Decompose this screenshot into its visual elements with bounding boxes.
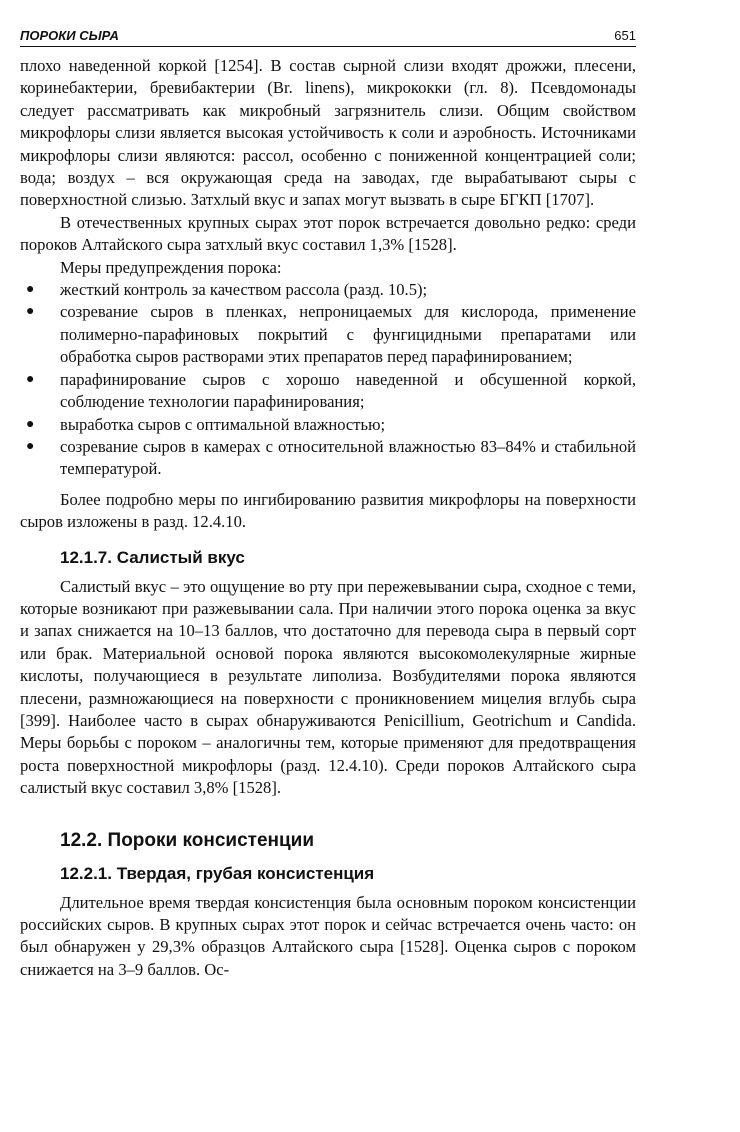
book-page: [20, 28, 636, 981]
list-item: ● парафинирование сыров с хорошо наведенной и обсушенной коркой, соблюдение технологии парафинирования;: [26, 369, 636, 412]
heading-tallowy-taste: 12.1.7. Салистый вкус: [60, 547, 245, 567]
list-item: ● созревание сыров в камерах с относительной влажностью 83–84% и стабильной температурой.: [26, 436, 636, 479]
paragraph-prevention-intro: Меры предупреждения порока:: [60, 257, 282, 277]
prevention-list: [20, 279, 636, 481]
bullet-icon: ●: [26, 438, 35, 454]
bullet-icon: ●: [26, 282, 35, 298]
paragraph-domestic-cheeses: В отечественных крупных сырах этот порок встречается довольно редко: среди пороков Алтайского сыра затхлый вкус составил 1,3% [1528].: [20, 212, 636, 255]
bullet-icon: ●: [26, 304, 35, 320]
bullet-icon: ●: [26, 416, 35, 432]
paragraph-hard-consistency: Длительное время твердая консистенция была основным пороком консистенции российских сыров. В крупных сырах этот порок и сейчас встречается очень часто: он был обнаружен у 29,3% образцов Алтайского сыра [1528]. Оценка сыров с пороком снижается на 3–9 баллов. Ос-: [20, 892, 636, 979]
paragraph-tallowy-taste: Салистый вкус – это ощущение во рту при пережевывании сыра, сходное с теми, которые возникают при разжевывании сала. При наличии этого порока оценка за вкус и запах снижается на 10–13 баллов, что достаточно для перевода сыра в первый сорт или брак. Материальной основой порока являются высокомолекулярные жирные кислоты, получающиеся в результате липолиза. Возбудителями порока являются плесени, размножающиеся на поверхности с проникновением мицелия вглубь сыра [399]. Наиболее часто в сырах обнаруживаются Penicillium, Geotrichum и Candida. Меры борьбы с пороком – аналогичны тем, которые применяют для предотвращения роста поверхностной микрофлоры (разд. 12.4.10). Среди пороков Алтайского сыра салистый вкус составил 3,8% [1528].: [20, 576, 636, 798]
list-item: ● выработка сыров с оптимальной влажностью;: [20, 414, 636, 436]
running-title: ПОРОКИ СЫРА: [20, 28, 119, 43]
paragraph-slime-microflora: плохо наведенной коркой [1254]. В состав сырной слизи входят дрожжи, плесени, коринебактерии, бревибактерии (Br. linens), микрококки (гл. 8). Псевдомонады следует рассматривать как микробный загрязнитель слизи. Общим свойством микрофлоры слизи является высокая устойчивость к соли и аэробность. Источниками микрофлоры слизи являются: рассол, особенно с пониженной концентрацией соли; вода; воздух – вся окружающая среда на заводах, где вырабатывают сыры с поверхностной слизью. Затхлый вкус и запах могут вызвать в сыре БГКП [1707].: [20, 56, 636, 210]
list-item: ● жесткий контроль за качеством рассола (разд. 10.5);: [20, 279, 636, 301]
heading-hard-consistency: 12.2.1. Твердая, грубая консистенция: [60, 863, 375, 883]
page-number: 651: [614, 28, 636, 43]
list-item: ● созревание сыров в пленках, непроницаемых для кислорода, применение полимерно-парафиновых покрытий с фунгицидными препаратами или обработка сыров растворами этих препаратов перед парафинированием;: [26, 302, 636, 367]
running-header: [20, 28, 636, 47]
heading-consistency-defects: 12.2. Пороки консистенции: [60, 829, 315, 851]
bullet-icon: ●: [26, 371, 35, 387]
paragraph-more-details: Более подробно меры по ингибированию развития микрофлоры на поверхности сыров изложены в разд. 12.4.10.: [20, 489, 636, 532]
